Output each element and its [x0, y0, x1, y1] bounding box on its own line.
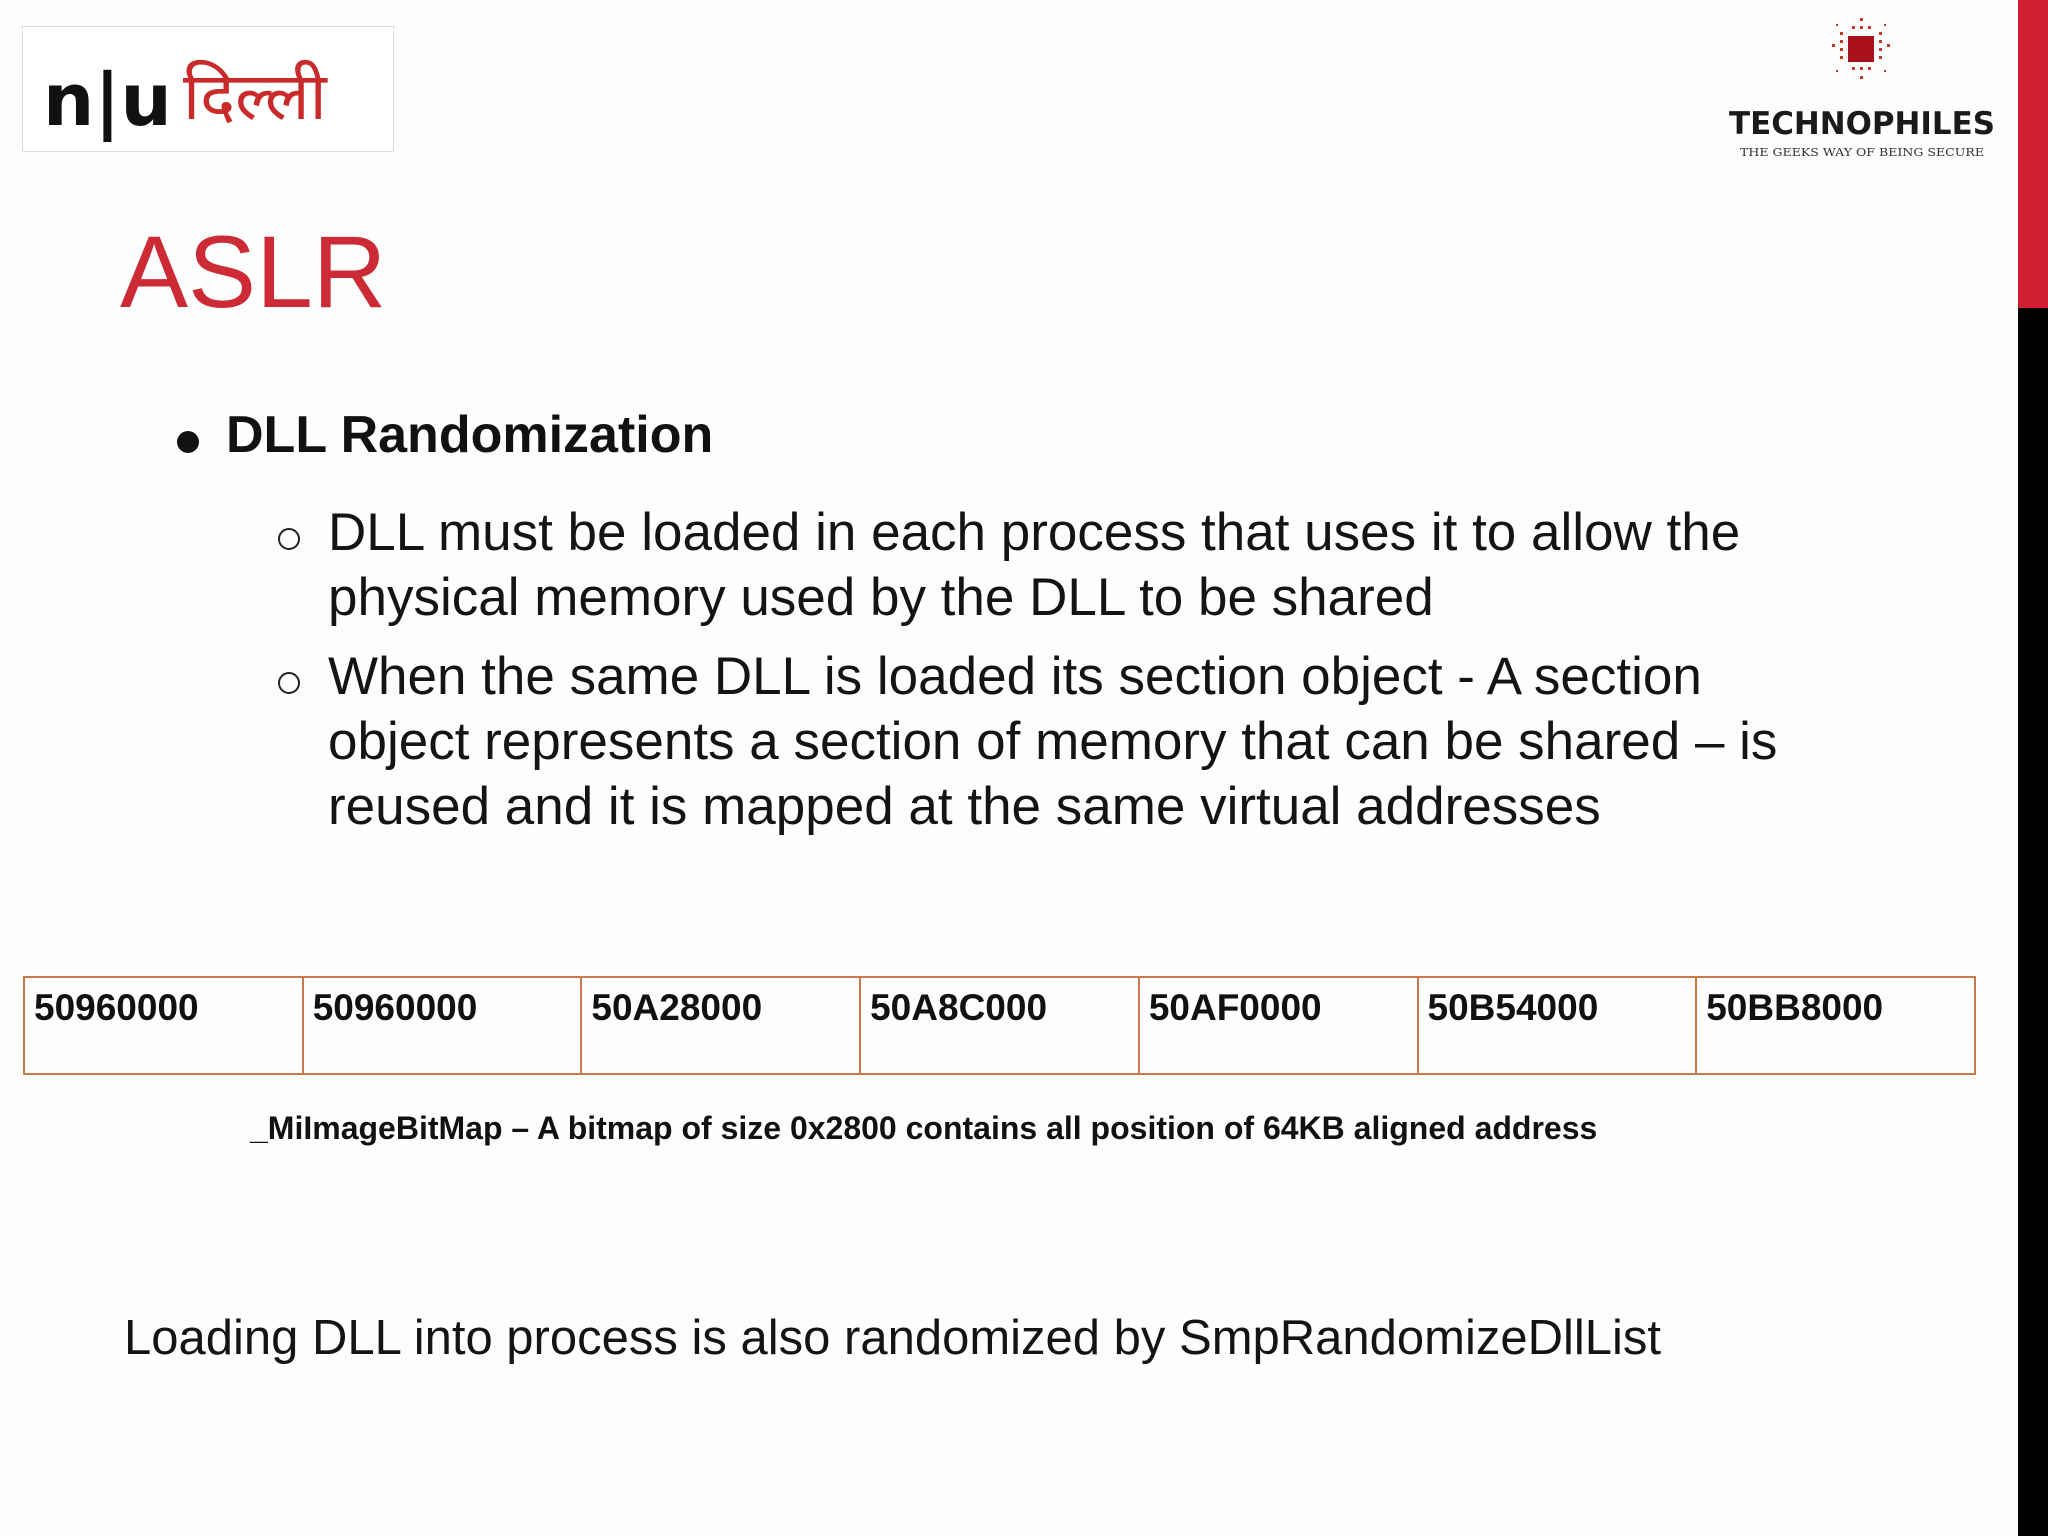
technophiles-logo — [1712, 6, 2012, 166]
address-cell: 50960000 — [303, 977, 582, 1074]
nlu-logo-hindi-text: दिल्ली — [183, 58, 327, 135]
address-cell: 50BB8000 — [1696, 977, 1975, 1074]
address-cell: 50AF0000 — [1139, 977, 1418, 1074]
chip-emblem-icon — [1832, 18, 1890, 79]
sub-bullet-text: When the same DLL is loaded its section object - A section object represents a section of memory that can be shared – is reused and it is mapped at the same virtual addresses — [328, 647, 1778, 836]
edge-accent-bar-black — [2018, 308, 2048, 1536]
address-cell: 50960000 — [24, 977, 303, 1074]
bullet-disc-icon — [177, 431, 199, 453]
edge-accent-bar-red — [2018, 0, 2048, 308]
nlu-logo-latin-text: n|u — [43, 58, 172, 142]
address-cell: 50A28000 — [581, 977, 860, 1074]
nlu-delhi-logo — [22, 26, 394, 152]
technophiles-logo-tagline: THE GEEKS WAY OF BEING SECURE — [1740, 146, 1984, 159]
address-cell: 50A8C000 — [860, 977, 1139, 1074]
sub-bullet-text: DLL must be loaded in each process that uses it to allow the physical memory used by the DLL to be shared — [328, 503, 1741, 627]
address-table — [23, 976, 1976, 1075]
main-bullet-text: DLL Randomization — [226, 406, 714, 464]
table-caption: _MiImageBitMap – A bitmap of size 0x2800 contains all position of 64KB aligned address — [250, 1110, 1598, 1146]
address-cell: 50B54000 — [1418, 977, 1697, 1074]
technophiles-logo-name: TECHNOPHILES — [1729, 106, 1995, 142]
slide-title: ASLR — [120, 215, 387, 329]
bullet-circle-icon — [278, 672, 300, 694]
table-row — [24, 977, 1975, 1074]
bullet-circle-icon — [278, 528, 300, 550]
footer-note: Loading DLL into process is also randomized by SmpRandomizeDllList — [124, 1311, 1662, 1365]
